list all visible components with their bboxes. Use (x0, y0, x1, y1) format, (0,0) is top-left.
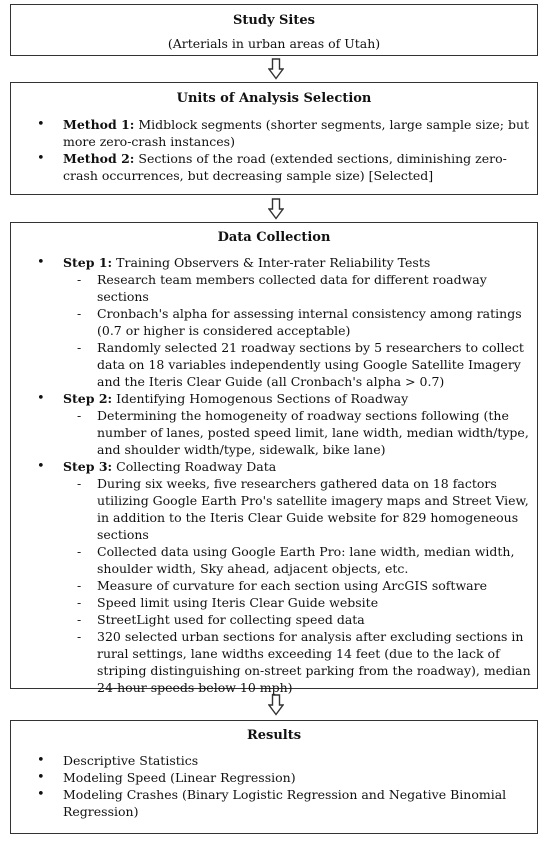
results-list (11, 752, 537, 820)
step-item: • Step 1: Training Observers & Inter-rater Reliability Tests - Research team members collected data for different roadway sections - Cronbach's alpha for assessing internal consistency among ratings (0.7 or higher is considered acceptable) - Randomly selected 21 roadway sections by 5 researchers to collect data on 18 variables independently using Google Satellite Imagery and the Iteris Clear Guide (all Cronbach's alpha > 0.7) (11, 254, 537, 390)
data-collection-box (10, 222, 538, 695)
step-subitem: - During six weeks, five researchers gathered data on 18 factors utilizing Google Earth Pro's satellite imagery maps and Street View, in addition to the Iteris Clear Guide website for 829 homogeneous sections (63, 475, 537, 543)
down-arrow-icon (268, 694, 284, 716)
units-of-analysis-box (10, 82, 538, 195)
step-item: • Step 2: Identifying Homogenous Sections of Roadway - Determining the homogeneity of roadway sections following (the number of lanes, posted speed limit, lane width, median width/type, and shoulder width/type, sidewalk, bike lane) (11, 390, 537, 458)
method-item: • Method 1: Midblock segments (shorter segments, large sample size; but more zero-crash instances) (11, 116, 537, 150)
step-item: • Step 3: Collecting Roadway Data - During six weeks, five researchers gathered data on 18 factors utilizing Google Earth Pro's satellite imagery maps and Street View, in addition to the Iteris Clear Guide website for 829 homogeneous sections - Collected data using Google Earth Pro: lane width, median width, shoulder width, Sky ahead, adjacent objects, etc. - Measure of curvature for each section using ArcGIS software - Speed limit using Iteris Clear Guide website - StreetLight used for collecting speed data - 320 selected urban sections for analysis after excluding sections in rural settings, lane widths exceeding 14 feet (due to the lack of striping distinguishing on-street parking from the roadway), median 24-hour speeds below 10 mph) (11, 458, 537, 696)
down-arrow-icon (268, 58, 284, 80)
steps-list (11, 254, 537, 696)
step-subitem: - Randomly selected 21 roadway sections by 5 researchers to collect data on 18 variables independently using Google Satellite Imagery and the Iteris Clear Guide (all Cronbach's alpha > 0.7) (63, 339, 537, 390)
result-item: • Modeling Crashes (Binary Logistic Regression and Negative Binomial Regression) (11, 786, 537, 820)
step-subitem: - Research team members collected data for different roadway sections (63, 271, 537, 305)
units-title: Units of Analysis Selection (176, 91, 372, 106)
method-item: • Method 2: Sections of the road (extended sections, diminishing zero-crash occurrences, but decreasing sample size) [Selected] (11, 150, 537, 184)
step-subitem: - 320 selected urban sections for analysis after excluding sections in rural settings, lane widths exceeding 14 feet (due to the lack of striping distinguishing on-street parking from the roadway), median 24-hour speeds below 10 mph) (63, 628, 537, 696)
step-subitem: - Speed limit using Iteris Clear Guide website (63, 594, 537, 611)
step-subitems (63, 407, 537, 458)
step-subitems (63, 475, 537, 696)
step-subitem: - StreetLight used for collecting speed data (63, 611, 537, 628)
study-sites-title: Study Sites (233, 13, 315, 28)
down-arrow-icon (268, 198, 284, 220)
methods-list (11, 116, 537, 184)
step-subitem: - Determining the homogeneity of roadway sections following (the number of lanes, posted speed limit, lane width, median width/type, and shoulder width/type, sidewalk, bike lane) (63, 407, 537, 458)
results-box (10, 720, 538, 834)
step-subitem: - Measure of curvature for each section using ArcGIS software (63, 577, 537, 594)
study-sites-box (10, 4, 538, 56)
data-collection-title: Data Collection (217, 230, 331, 245)
step-subitem: - Collected data using Google Earth Pro: lane width, median width, shoulder width, Sky ahead, adjacent objects, etc. (63, 543, 537, 577)
results-title: Results (246, 728, 302, 743)
result-item: • Modeling Speed (Linear Regression) (11, 769, 537, 786)
step-subitems (63, 271, 537, 390)
study-sites-subtitle: (Arterials in urban areas of Utah) (167, 36, 381, 51)
result-item: • Descriptive Statistics (11, 752, 537, 769)
step-subitem: - Cronbach's alpha for assessing internal consistency among ratings (0.7 or higher is considered acceptable) (63, 305, 537, 339)
